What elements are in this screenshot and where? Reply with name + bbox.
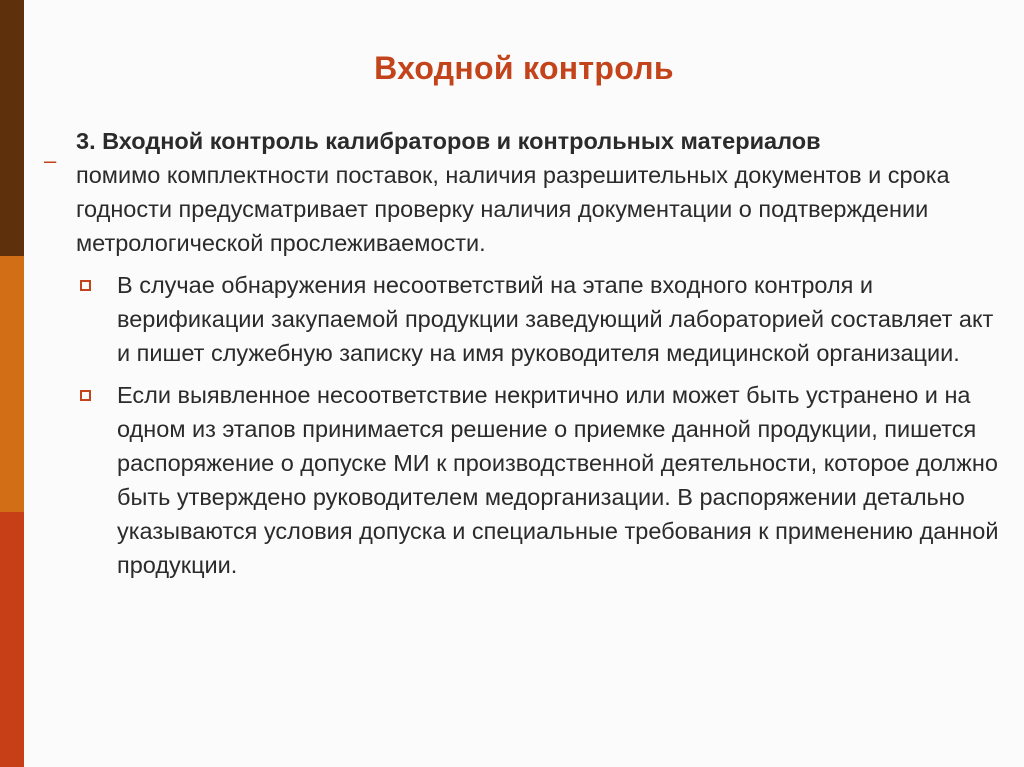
bullet-item-2 xyxy=(76,378,1006,582)
square-outline-icon xyxy=(80,390,91,401)
side-bar-bottom-segment xyxy=(0,512,24,767)
intro-body: помимо комплектности поставок, наличия разрешительных документов и срока годности предусматривает проверку наличия документации о подтверждении метрологической прослеживаемости. xyxy=(76,162,950,256)
slide-title: Входной контроль xyxy=(374,50,674,86)
side-bar-middle-segment xyxy=(0,256,24,512)
dash-marker: – xyxy=(44,148,57,173)
bullet-item-1 xyxy=(76,268,1006,370)
slide-content xyxy=(76,124,1006,582)
intro-paragraph xyxy=(76,124,1006,260)
square-outline-icon xyxy=(80,280,91,291)
bullet-text-1: В случае обнаружения несоответствий на этапе входного контроля и верификации закупаемой продукции заведующий лабораторией составляет акт и пишет служебную записку на имя руководителя медицинской организации. xyxy=(117,272,994,366)
intro-heading: 3. Входной контроль калибраторов и контрольных материалов xyxy=(76,128,821,154)
side-bar-top-segment xyxy=(0,0,24,256)
bullet-text-2: Если выявленное несоответствие некритично или может быть устранено и на одном из этапов принимается решение о приемке данной продукции, пишется распоряжение о допуске МИ к производственной деятельности, которое должно быть утверждено руководителем медорганизации. В распоряжении детально указываются условия допуска и специальные требования к применению данной продукции. xyxy=(117,382,999,578)
